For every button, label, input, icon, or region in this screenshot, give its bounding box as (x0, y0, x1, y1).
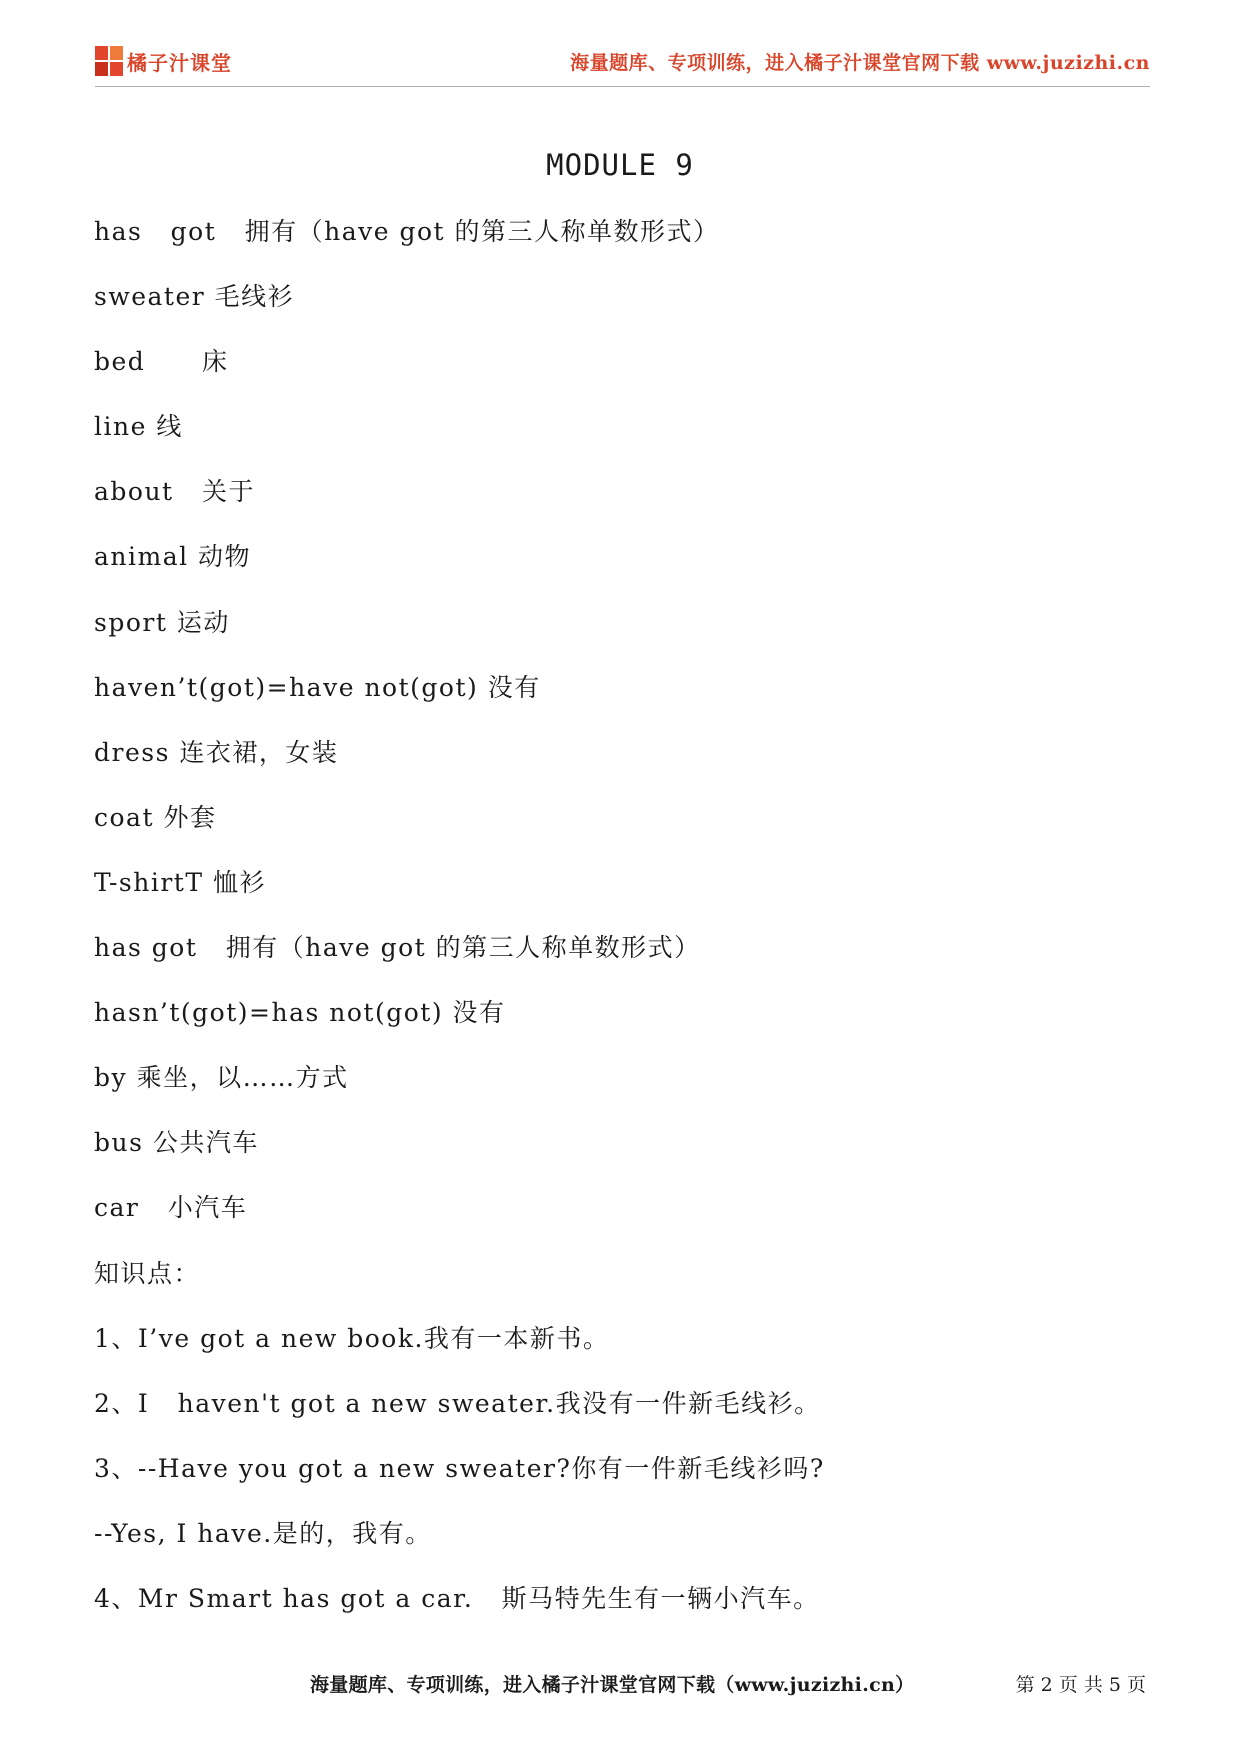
brand-logo[interactable] (95, 46, 232, 76)
example-sentence: 1、I’ve got a new book.我有一本新书。 (94, 1323, 610, 1353)
list-item: has got 拥有（have got 的第三人称单数形式） (94, 217, 720, 246)
page-header (95, 40, 1150, 87)
list-item: about 关于 (94, 477, 255, 507)
header-slogan: 海量题库、专项训练，进入橘子汁课堂官网下载 www.juzizhi.cn (570, 52, 1150, 74)
page-title: MODULE 9 (546, 148, 694, 182)
example-sentence: --Yes, I have.是的，我有。 (94, 1518, 432, 1548)
logo-icon (95, 46, 123, 76)
list-item: sweater 毛线衫 (94, 282, 295, 312)
list-item: bus 公共汽车 (94, 1128, 259, 1158)
footer-slogan: 海量题库、专项训练，进入橘子汁课堂官网下载（www.juzizhi.cn） (310, 1674, 915, 1696)
page-number: 第 2 页 共 5 页 (1015, 1674, 1146, 1696)
example-sentence: 2、I haven't got a new sweater.我没有一件新毛线衫。 (94, 1388, 821, 1418)
logo-text: 橘子汁课堂 (127, 50, 232, 75)
page-footer (0, 1670, 1240, 1700)
list-item: hasn’t(got)=has not(got) 没有 (94, 998, 506, 1028)
list-item: sport 运动 (94, 607, 230, 637)
list-item: bed 床 (94, 347, 229, 377)
section-heading: 知识点： (94, 1258, 201, 1288)
list-item: has got 拥有（have got 的第三人称单数形式） (94, 933, 701, 963)
vocabulary-list (94, 208, 1144, 1640)
list-item: haven’t(got)=have not(got) 没有 (94, 672, 541, 702)
example-sentence: 3、--Have you got a new sweater?你有一件新毛线衫吗? (94, 1453, 825, 1483)
list-item: by 乘坐，以……方式 (94, 1063, 349, 1093)
example-sentence: 4、Mr Smart has got a car. 斯马特先生有一辆小汽车。 (94, 1583, 820, 1613)
list-item: coat 外套 (94, 802, 217, 832)
list-item: dress 连衣裙，女装 (94, 737, 339, 767)
list-item: line 线 (94, 412, 183, 442)
list-item: car 小汽车 (94, 1193, 248, 1223)
list-item: T-shirtT 恤衫 (94, 867, 266, 897)
list-item: animal 动物 (94, 542, 252, 572)
